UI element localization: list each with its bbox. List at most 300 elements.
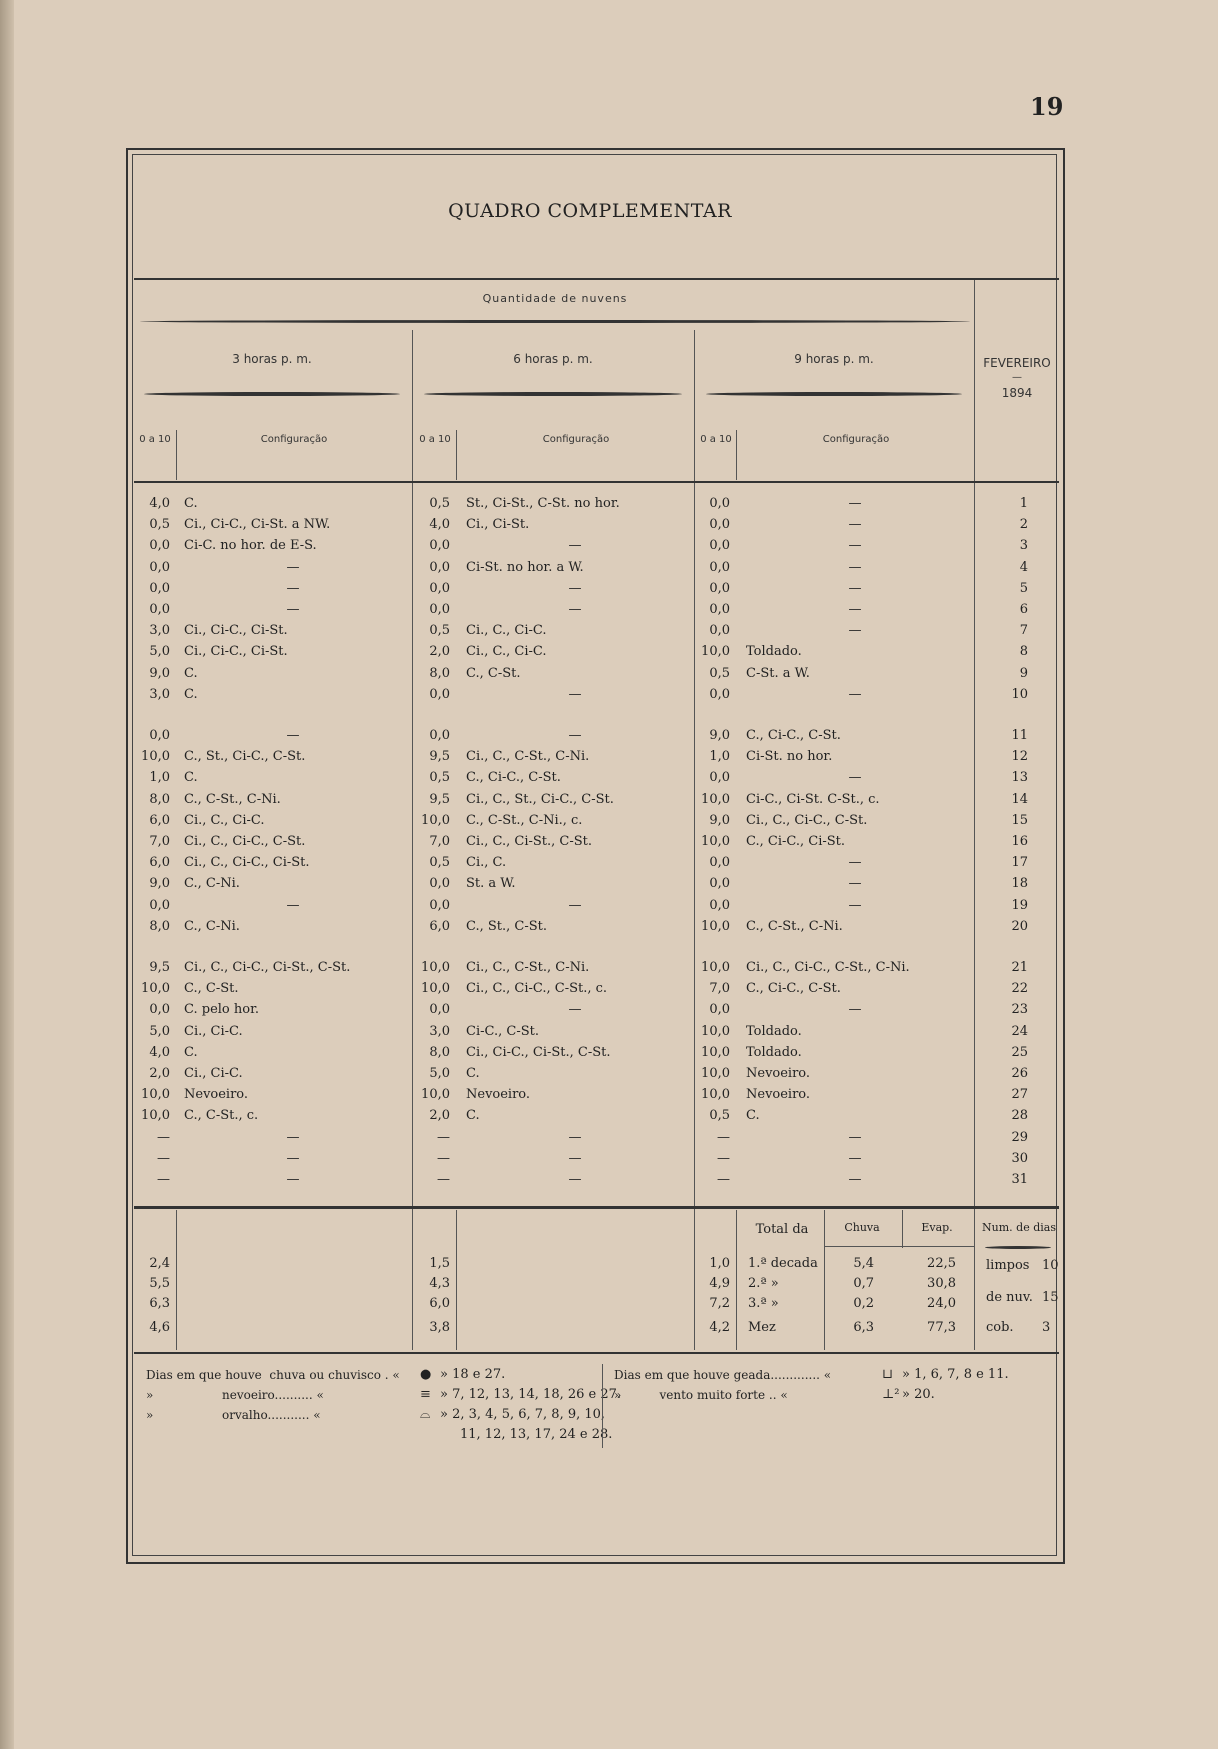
configuration: Ci., C., Ci-C., C-St., C-Ni. <box>746 960 910 975</box>
cloud-amount: 0,0 <box>709 538 730 554</box>
day-number: 1 <box>1019 496 1028 511</box>
configuration: — <box>286 580 300 596</box>
day-number: 4 <box>1019 559 1028 575</box>
day-number: 20 <box>1011 918 1028 934</box>
configuration: — <box>848 897 862 913</box>
footnote-label: » orvalho........... « <box>146 1408 321 1422</box>
cloud-amount: 0,0 <box>149 580 170 596</box>
configuration: — <box>848 538 862 554</box>
group-header: Quantidade de nuvens <box>482 292 628 305</box>
avg-6h: 1,5 <box>429 1256 450 1271</box>
cloud-amount: 2,0 <box>429 1108 450 1124</box>
configuration: Ci-C., Ci-St. C-St., c. <box>746 791 880 807</box>
cloud-amount: 10,0 <box>421 981 450 997</box>
day-number: 13 <box>1011 770 1028 786</box>
footnote-symbol: ≡ <box>420 1387 431 1402</box>
configuration: — <box>848 876 862 892</box>
cloud-amount: 0,5 <box>429 770 450 786</box>
day-number: 26 <box>1011 1066 1028 1081</box>
scale-header: 0 a 10 <box>419 434 451 445</box>
cloud-amount: 0,0 <box>709 602 730 617</box>
nuv-label: de nuv. <box>986 1290 1033 1305</box>
cloud-amount: 7,0 <box>709 981 730 997</box>
configuration: — <box>848 623 862 639</box>
day-number: 23 <box>1011 1002 1028 1018</box>
configuration: — <box>286 1172 300 1187</box>
nuv-value: 15 <box>1042 1290 1059 1305</box>
cloud-amount: 10,0 <box>421 1087 450 1103</box>
avg-9h: 1,0 <box>709 1256 730 1271</box>
configuration: — <box>568 728 582 743</box>
day-number: 25 <box>1011 1044 1028 1060</box>
day-number: 31 <box>1011 1172 1028 1187</box>
cloud-amount: 0,0 <box>429 728 450 743</box>
cloud-amount: 0,0 <box>709 517 730 533</box>
configuration: — <box>848 770 862 786</box>
day-number: 16 <box>1011 834 1028 849</box>
day-number: 19 <box>1011 897 1028 913</box>
avg-6h: 6,0 <box>429 1296 450 1311</box>
configuration: Ci., C., Ci-C., Ci-St. <box>184 855 310 871</box>
footnote-divider <box>602 1364 603 1448</box>
cloud-amount: 10,0 <box>701 1066 730 1081</box>
cloud-amount: 0,0 <box>709 559 730 575</box>
day-number: 14 <box>1011 791 1028 807</box>
cloud-amount: 0,0 <box>709 897 730 913</box>
summary-top-rule <box>134 1207 1059 1209</box>
column-divider <box>736 1210 737 1350</box>
cloud-amount: — <box>717 1150 730 1166</box>
page-edge <box>0 0 14 1749</box>
configuration: Ci., C., C-St., C-Ni. <box>466 749 590 765</box>
cloud-amount: 0,0 <box>149 897 170 913</box>
day-number: 8 <box>1019 644 1028 660</box>
configuration: St., Ci-St., C-St. no hor. <box>466 496 620 511</box>
day-number: 7 <box>1019 623 1028 639</box>
configuration: Ci., Ci-C., Ci-St. a NW. <box>184 517 331 533</box>
cob-label: cob. <box>986 1320 1014 1335</box>
cloud-amount: 0,0 <box>429 538 450 554</box>
avg-3h: 2,4 <box>149 1256 170 1271</box>
configuration: C., Ci-C., Ci-St. <box>746 834 846 849</box>
cloud-amount: 0,0 <box>429 602 450 617</box>
footnote-symbol: ● <box>420 1367 432 1382</box>
config-header: Configuração <box>260 434 328 445</box>
avg-9h: 4,2 <box>709 1320 730 1335</box>
configuration: — <box>568 897 582 913</box>
configuration: C. <box>466 1066 480 1081</box>
configuration: Ci., C., Ci-C., C-St. <box>746 812 868 828</box>
period-header: 3 horas p. m. <box>232 352 312 366</box>
cloud-amount: 3,0 <box>149 686 170 702</box>
configuration: — <box>848 602 862 617</box>
cloud-amount: 8,0 <box>429 665 450 681</box>
configuration: — <box>568 1002 582 1018</box>
scale-header: 0 a 10 <box>700 434 732 445</box>
column-divider <box>456 430 457 480</box>
cloud-amount: 5,0 <box>149 1023 170 1039</box>
avg-6h: 3,8 <box>429 1320 450 1335</box>
cloud-amount: 0,0 <box>429 1002 450 1018</box>
configuration: Ci., Ci-St. <box>466 517 530 533</box>
configuration: — <box>848 855 862 871</box>
cloud-amount: 0,0 <box>709 496 730 511</box>
cloud-amount: 9,0 <box>709 812 730 828</box>
configuration: Ci., Ci-C., Ci-St., C-St. <box>466 1044 611 1060</box>
configuration: C., C-Ni. <box>184 918 240 934</box>
cloud-amount: 0,0 <box>149 538 170 554</box>
configuration: — <box>568 1150 582 1166</box>
configuration: C. <box>184 686 198 702</box>
cloud-amount: 10,0 <box>701 918 730 934</box>
configuration: Toldado. <box>746 644 802 660</box>
configuration: — <box>848 559 862 575</box>
configuration: Ci., C., Ci-C. <box>466 623 547 639</box>
cloud-amount: 0,5 <box>149 517 170 533</box>
column-divider <box>736 430 737 480</box>
month-dash: — <box>1012 372 1022 383</box>
configuration: C., C-St. <box>184 981 239 997</box>
configuration: — <box>848 517 862 533</box>
configuration: Ci., Ci-C., Ci-St. <box>184 623 288 639</box>
configuration: C-St. a W. <box>746 665 810 681</box>
cloud-amount: 0,5 <box>429 623 450 639</box>
cloud-amount: 1,0 <box>709 749 730 765</box>
day-number: 3 <box>1019 538 1028 554</box>
summary-period: Mez <box>748 1320 776 1335</box>
page-title: QUADRO COMPLEMENTAR <box>448 200 732 222</box>
configuration: Nevoeiro. <box>746 1066 811 1081</box>
configuration: — <box>568 602 582 617</box>
header-swash <box>424 392 682 396</box>
period-header: 6 horas p. m. <box>513 352 593 366</box>
summary-head-rule <box>824 1246 974 1247</box>
header-swash <box>144 392 400 396</box>
configuration: Ci-St. no hor. a W. <box>466 559 584 575</box>
configuration: C. pelo hor. <box>184 1002 259 1018</box>
configuration: — <box>848 1150 862 1166</box>
cloud-amount: 10,0 <box>141 1108 170 1124</box>
avg-9h: 4,9 <box>709 1276 730 1291</box>
configuration: Ci., Ci-C. <box>184 1066 243 1081</box>
cloud-amount: 4,0 <box>429 517 450 533</box>
cloud-amount: 10,0 <box>141 1087 170 1103</box>
cloud-amount: 0,5 <box>709 665 730 681</box>
avg-6h: 4,3 <box>429 1276 450 1291</box>
footnote-value: 11, 12, 13, 17, 24 e 28. <box>460 1427 613 1442</box>
evap-value: 22,5 <box>927 1256 956 1271</box>
configuration: Ci., C., Ci-St., C-St. <box>466 834 593 849</box>
configuration: — <box>568 538 582 554</box>
footnote-symbol: ⌓ <box>420 1407 431 1422</box>
configuration: — <box>568 580 582 596</box>
cloud-amount: 0,0 <box>429 876 450 892</box>
cloud-amount: 0,0 <box>149 559 170 575</box>
cloud-amount: 10,0 <box>421 812 450 828</box>
configuration: C., Ci-C., C-St. <box>466 770 561 786</box>
cloud-amount: 0,5 <box>429 496 450 511</box>
cloud-amount: — <box>157 1129 170 1145</box>
configuration: Nevoeiro. <box>746 1087 811 1103</box>
column-divider <box>176 430 177 480</box>
cloud-amount: 10,0 <box>701 834 730 849</box>
summary-swash <box>985 1246 1051 1249</box>
cloud-amount: 0,0 <box>709 580 730 596</box>
configuration: Ci., Ci-C. <box>184 1023 243 1039</box>
configuration: Ci., C., Ci-C., Ci-St., C-St. <box>184 960 351 975</box>
cloud-amount: 6,0 <box>429 918 450 934</box>
footnote-label: Dias em que houve geada............. « <box>614 1368 832 1382</box>
cloud-amount: 9,0 <box>709 728 730 743</box>
cloud-amount: 6,0 <box>149 855 170 871</box>
cloud-amount: — <box>717 1129 730 1145</box>
cloud-amount: 10,0 <box>421 960 450 975</box>
configuration: Ci., C., Ci-C., C-St. <box>184 834 306 849</box>
day-number: 15 <box>1011 812 1028 828</box>
configuration: Ci., C., Ci-C., C-St., c. <box>466 981 608 997</box>
day-number: 24 <box>1011 1023 1028 1039</box>
configuration: — <box>286 728 300 743</box>
cloud-amount: 7,0 <box>149 834 170 849</box>
cloud-amount: 1,0 <box>149 770 170 786</box>
day-number: 11 <box>1011 728 1028 743</box>
footnote-label: Dias em que houve chuva ou chuvisco . « <box>146 1368 400 1382</box>
configuration: Ci-St. no hor. <box>746 749 833 765</box>
cloud-amount: 9,0 <box>149 876 170 892</box>
configuration: — <box>848 1172 862 1187</box>
avg-3h: 5,5 <box>149 1276 170 1291</box>
cloud-amount: 9,5 <box>429 749 450 765</box>
cloud-amount: 8,0 <box>149 791 170 807</box>
month-divider <box>974 280 975 340</box>
table-bottom-rule <box>134 1352 1059 1354</box>
cloud-amount: 0,5 <box>709 1108 730 1124</box>
cloud-amount: — <box>437 1129 450 1145</box>
day-number: 18 <box>1011 876 1028 892</box>
day-number: 22 <box>1011 981 1028 997</box>
configuration: Ci., C., Ci-C. <box>184 812 265 828</box>
day-number: 30 <box>1011 1150 1028 1166</box>
limpos-value: 10 <box>1042 1258 1059 1273</box>
configuration: — <box>568 1129 582 1145</box>
cob-value: 3 <box>1042 1320 1051 1335</box>
cloud-amount: 5,0 <box>429 1066 450 1081</box>
day-number: 28 <box>1011 1108 1028 1124</box>
cloud-amount: 9,0 <box>149 665 170 681</box>
cloud-amount: — <box>437 1172 450 1187</box>
configuration: Ci., C., Ci-C. <box>466 644 547 660</box>
chuva-label: Chuva <box>844 1221 880 1234</box>
configuration: C., C-Ni. <box>184 876 240 892</box>
configuration: C., C-St., C-Ni. <box>184 791 281 807</box>
cloud-amount: 4,0 <box>149 496 170 511</box>
configuration: Ci., Ci-C., Ci-St. <box>184 644 288 660</box>
config-header: Configuração <box>542 434 610 445</box>
footnote-label: » nevoeiro.......... « <box>146 1388 324 1402</box>
configuration: C. <box>184 1044 198 1060</box>
configuration: Nevoeiro. <box>466 1087 531 1103</box>
configuration: C., C-St., C-Ni. <box>746 918 843 934</box>
cloud-amount: 3,0 <box>149 623 170 639</box>
day-number: 10 <box>1011 686 1028 702</box>
limpos-label: limpos <box>986 1258 1030 1273</box>
cloud-amount: 10,0 <box>141 981 170 997</box>
chuva-value: 0,7 <box>853 1276 874 1291</box>
scale-header: 0 a 10 <box>139 434 171 445</box>
summary-divider <box>902 1210 903 1248</box>
cloud-amount: 10,0 <box>701 960 730 975</box>
period-header: 9 horas p. m. <box>794 352 874 366</box>
configuration: — <box>286 897 300 913</box>
cloud-amount: — <box>157 1172 170 1187</box>
footnote-symbol: ⊥² <box>882 1387 900 1402</box>
day-number: 6 <box>1019 602 1028 617</box>
configuration: St. a W. <box>466 876 516 892</box>
configuration: C., St., Ci-C., C-St. <box>184 749 306 765</box>
configuration: — <box>848 496 862 511</box>
cloud-amount: 0,0 <box>429 686 450 702</box>
cloud-amount: 2,0 <box>429 644 450 660</box>
column-divider <box>412 330 413 1350</box>
cloud-amount: 0,0 <box>709 686 730 702</box>
cloud-amount: 0,5 <box>429 855 450 871</box>
configuration: — <box>848 1129 862 1145</box>
footnote-label: » vento muito forte .. « <box>614 1388 788 1402</box>
configuration: — <box>286 559 300 575</box>
cloud-amount: 0,0 <box>709 1002 730 1018</box>
configuration: Ci., C. <box>466 855 507 871</box>
configuration: — <box>848 580 862 596</box>
cloud-amount: 0,0 <box>709 623 730 639</box>
configuration: C. <box>466 1108 480 1124</box>
configuration: C., Ci-C., C-St. <box>746 728 841 743</box>
cloud-amount: 9,5 <box>429 791 450 807</box>
cloud-amount: — <box>437 1150 450 1166</box>
cloud-amount: 10,0 <box>701 791 730 807</box>
summary-period: 1.ª decada <box>748 1256 818 1271</box>
cloud-amount: — <box>157 1150 170 1166</box>
cloud-amount: 5,0 <box>149 644 170 660</box>
configuration: — <box>848 686 862 702</box>
configuration: — <box>286 602 300 617</box>
cloud-amount: 0,0 <box>429 559 450 575</box>
header-rule <box>134 481 1059 483</box>
configuration: Ci-C. no hor. de E-S. <box>184 538 317 554</box>
cloud-amount: 10,0 <box>141 749 170 765</box>
cloud-amount: 7,0 <box>429 834 450 849</box>
footnote-value: » 7, 12, 13, 14, 18, 26 e 27. <box>440 1387 622 1402</box>
evap-value: 30,8 <box>927 1276 956 1291</box>
configuration: C., St., C-St. <box>466 918 548 934</box>
configuration: C. <box>184 496 198 511</box>
configuration: C., C-St., C-Ni., c. <box>466 812 583 828</box>
configuration: Ci., C., C-St., C-Ni. <box>466 960 590 975</box>
configuration: C. <box>184 665 198 681</box>
chuva-value: 5,4 <box>853 1256 874 1271</box>
column-divider <box>694 330 695 1350</box>
day-number: 27 <box>1011 1087 1028 1103</box>
footnote-value: » 20. <box>902 1387 935 1402</box>
day-number: 21 <box>1011 960 1028 975</box>
cloud-amount: 9,5 <box>149 960 170 975</box>
num-dias-label: Num. de dias <box>982 1221 1056 1234</box>
day-number: 12 <box>1011 749 1028 765</box>
day-number: 29 <box>1011 1129 1028 1145</box>
summary-period: 2.ª » <box>748 1276 779 1291</box>
year-header: 1894 <box>1001 386 1033 400</box>
cloud-amount: 0,0 <box>149 728 170 743</box>
configuration: C. <box>746 1108 760 1124</box>
cloud-amount: 8,0 <box>149 918 170 934</box>
avg-3h: 4,6 <box>149 1320 170 1335</box>
footnote-value: » 18 e 27. <box>440 1367 506 1382</box>
evap-value: 77,3 <box>927 1320 956 1335</box>
column-divider <box>974 330 975 1350</box>
configuration: — <box>568 1172 582 1187</box>
chuva-value: 0,2 <box>853 1296 874 1311</box>
configuration: C. <box>184 770 198 786</box>
cloud-amount: 0,0 <box>429 580 450 596</box>
configuration: — <box>286 1129 300 1145</box>
column-divider <box>176 1210 177 1350</box>
page-number: 19 <box>1030 92 1064 121</box>
month-header: FEVEREIRO <box>983 356 1051 370</box>
cloud-amount: 0,0 <box>149 602 170 617</box>
chuva-value: 6,3 <box>853 1320 874 1335</box>
cloud-amount: 0,0 <box>429 897 450 913</box>
footnote-symbol: ⊔ <box>882 1367 893 1382</box>
cloud-amount: 6,0 <box>149 812 170 828</box>
footnote-value: » 2, 3, 4, 5, 6, 7, 8, 9, 10, <box>440 1407 606 1422</box>
day-number: 17 <box>1011 855 1028 871</box>
configuration: — <box>568 686 582 702</box>
configuration: Ci-C., C-St. <box>466 1023 539 1039</box>
configuration: C., C-St., c. <box>184 1108 259 1124</box>
config-header: Configuração <box>822 434 890 445</box>
cloud-amount: 10,0 <box>701 1023 730 1039</box>
configuration: Ci., C., St., Ci-C., C-St. <box>466 791 614 807</box>
cloud-amount: 10,0 <box>701 644 730 660</box>
cloud-amount: 10,0 <box>701 1044 730 1060</box>
column-divider <box>456 1210 457 1350</box>
evap-value: 24,0 <box>927 1296 956 1311</box>
cloud-amount: 0,0 <box>149 1002 170 1018</box>
avg-3h: 6,3 <box>149 1296 170 1311</box>
cloud-amount: 8,0 <box>429 1044 450 1060</box>
cloud-amount: 3,0 <box>429 1023 450 1039</box>
configuration: Nevoeiro. <box>184 1087 249 1103</box>
configuration: C., Ci-C., C-St. <box>746 981 841 997</box>
avg-9h: 7,2 <box>709 1296 730 1311</box>
total-label: Total da <box>755 1222 809 1237</box>
day-number: 9 <box>1019 665 1028 681</box>
configuration: Toldado. <box>746 1023 802 1039</box>
configuration: — <box>848 1002 862 1018</box>
cloud-amount: 0,0 <box>709 855 730 871</box>
cloud-amount: 4,0 <box>149 1044 170 1060</box>
cloud-amount: — <box>717 1172 730 1187</box>
configuration: — <box>286 1150 300 1166</box>
summary-period: 3.ª » <box>748 1296 779 1311</box>
cloud-amount: 10,0 <box>701 1087 730 1103</box>
footnote-value: » 1, 6, 7, 8 e 11. <box>902 1367 1009 1382</box>
day-number: 5 <box>1019 580 1028 596</box>
cloud-amount: 0,0 <box>709 770 730 786</box>
cloud-amount: 0,0 <box>709 876 730 892</box>
header-swash <box>706 392 962 396</box>
cloud-amount: 2,0 <box>149 1066 170 1081</box>
day-number: 2 <box>1019 517 1028 533</box>
